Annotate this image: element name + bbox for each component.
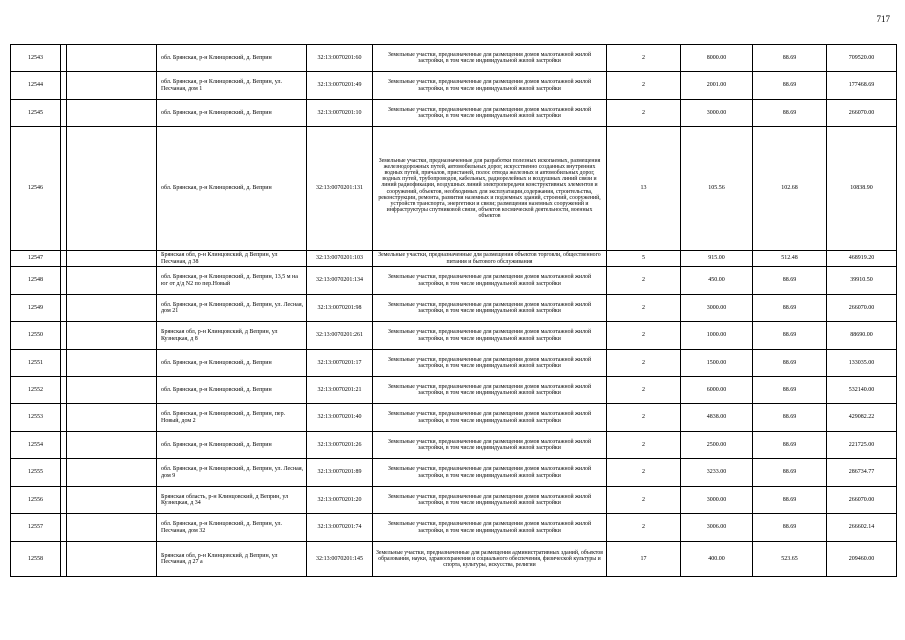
cell-value: 286734.77 (827, 459, 897, 487)
cell-group: 2 (607, 267, 681, 295)
cell-rate: 88.69 (753, 404, 827, 432)
cell-land-use: Земельные участки, предназначенные для размещения домов малоэтажной жилой застройки, в том числе индивидуальной жилой застройки (373, 487, 607, 514)
cell-group: 2 (607, 432, 681, 459)
cell-rate: 88.69 (753, 432, 827, 459)
cell-area: 400.00 (681, 542, 753, 577)
cell-cadastral: 32:13:0070201:60 (307, 45, 373, 72)
cell-id: 12553 (11, 404, 61, 432)
table-row (11, 45, 897, 72)
cell-address: обл. Брянская, р-н Клинцовский, д. Веприн (157, 127, 307, 251)
cell-value: 10838.90 (827, 127, 897, 251)
cell-land-use: Земельные участки, предназначенные для размещения домов малоэтажной жилой застройки, в том числе индивидуальной жилой застройки (373, 322, 607, 350)
cell-rate: 88.69 (753, 487, 827, 514)
cell-address: обл. Брянская, р-н Клинцовский, д. Веприн (157, 377, 307, 404)
cell-value: 221725.00 (827, 432, 897, 459)
cell-area: 4838.00 (681, 404, 753, 432)
cell-blank (67, 514, 157, 542)
cell-address: Брянская обл, р-н Клинцовский, д Веприн, ул Кузнецкая, д 8 (157, 322, 307, 350)
cell-rate: 523.65 (753, 542, 827, 577)
cell-land-use: Земельные участки, предназначенные для размещения домов малоэтажной жилой застройки, в том числе индивидуальной жилой застройки (373, 404, 607, 432)
cell-area: 1000.00 (681, 322, 753, 350)
cell-rate: 88.69 (753, 295, 827, 322)
cell-blank (67, 487, 157, 514)
cell-address: обл. Брянская, р-н Клинцовский, д. Веприн, ул. Лесная, дом 9 (157, 459, 307, 487)
cell-value: 133035.00 (827, 350, 897, 377)
cell-value: 88690.00 (827, 322, 897, 350)
cell-area: 3006.00 (681, 514, 753, 542)
cell-rate: 88.69 (753, 72, 827, 100)
table-body (11, 45, 897, 577)
cell-cadastral: 32:13:0070201:26 (307, 432, 373, 459)
table-row (11, 459, 897, 487)
table-row (11, 251, 897, 267)
cell-id: 12546 (11, 127, 61, 251)
table-row (11, 377, 897, 404)
cell-blank (67, 350, 157, 377)
cell-rate: 88.69 (753, 322, 827, 350)
cell-value: 266070.00 (827, 295, 897, 322)
cell-address: Брянская область, р-н Клинцовский, д Веприн, ул Кузнецкая, д 34 (157, 487, 307, 514)
cell-rate: 88.69 (753, 377, 827, 404)
cell-cadastral: 32:13:0070201:103 (307, 251, 373, 267)
cell-blank (67, 72, 157, 100)
table-row (11, 322, 897, 350)
cell-group: 17 (607, 542, 681, 577)
cell-blank (67, 542, 157, 577)
table-row (11, 100, 897, 127)
cell-address: обл. Брянская, р-н Клинцовский, д. Веприн, ул. Песчаная, дом 32 (157, 514, 307, 542)
cell-rate: 512.48 (753, 251, 827, 267)
cell-area: 8000.00 (681, 45, 753, 72)
cell-blank (67, 322, 157, 350)
cell-id: 12544 (11, 72, 61, 100)
cell-blank (67, 267, 157, 295)
cell-id: 12545 (11, 100, 61, 127)
cell-blank (67, 295, 157, 322)
cell-cadastral: 32:13:0070201:131 (307, 127, 373, 251)
cell-land-use: Земельные участки, предназначенные для размещения административных зданий, объектов образования, науки, здравоохранения и социального обеспечения, физической культуры и спорта, культуры, искусства, религии (373, 542, 607, 577)
page-number: 717 (876, 14, 890, 24)
cell-cadastral: 32:13:0070201:21 (307, 377, 373, 404)
cell-id: 12555 (11, 459, 61, 487)
cell-group: 2 (607, 514, 681, 542)
table-row (11, 267, 897, 295)
cell-address: обл. Брянская, р-н Клинцовский, д. Веприн, ул. Лесная, дом 21 (157, 295, 307, 322)
cell-land-use: Земельные участки, предназначенные для размещения домов малоэтажной жилой застройки, в том числе индивидуальной жилой застройки (373, 72, 607, 100)
cell-land-use: Земельные участки, предназначенные для размещения объектов торговли, общественного питания и бытового обслуживания (373, 251, 607, 267)
cell-area: 2001.00 (681, 72, 753, 100)
cell-id: 12549 (11, 295, 61, 322)
cell-id: 12550 (11, 322, 61, 350)
cell-rate: 102.68 (753, 127, 827, 251)
cell-blank (67, 45, 157, 72)
cell-value: 177468.69 (827, 72, 897, 100)
cell-group: 2 (607, 487, 681, 514)
cell-area: 3233.00 (681, 459, 753, 487)
cell-rate: 88.69 (753, 100, 827, 127)
cell-group: 5 (607, 251, 681, 267)
cell-id: 12557 (11, 514, 61, 542)
cell-group: 2 (607, 459, 681, 487)
cell-land-use: Земельные участки, предназначенные для размещения домов малоэтажной жилой застройки, в том числе индивидуальной жилой застройки (373, 350, 607, 377)
cell-blank (67, 100, 157, 127)
cell-address: обл. Брянская, р-н Клинцовский, д. Веприн, 13,5 м на юг от д/д N2 по пер.Новый (157, 267, 307, 295)
cell-area: 6000.00 (681, 377, 753, 404)
cell-land-use: Земельные участки, предназначенные для размещения домов малоэтажной жилой застройки, в том числе индивидуальной жилой застройки (373, 295, 607, 322)
cell-group: 2 (607, 404, 681, 432)
cell-address: обл. Брянская, р-н Клинцовский, д. Веприн (157, 350, 307, 377)
cell-land-use: Земельные участки, предназначенные для разработки полезных ископаемых, размещения железнодорожных путей, автомобильных дорог, искусственно созданных внутренних водных путей, причалов, пристаней, полос отвода железных и автомобильных дорог, водных путей, трубопроводов, кабельных, радиорелейных и воздушных линий связи и линий радиофикации, воздушных линий электропередачи конструктивных элементов и сооружений, объектов, необходимых для эксплуатации,содержания, строительства, реконструкции, ремонта, развития наземных и подземных зданий, строений, сооружений, устройств транспорта, энергетики и связи; размещения наземных сооружений и инфраструктуры спутниковой связи, объектов космической деятельности, военных объектов (373, 127, 607, 251)
cell-land-use: Земельные участки, предназначенные для размещения домов малоэтажной жилой застройки, в том числе индивидуальной жилой застройки (373, 459, 607, 487)
cell-group: 2 (607, 295, 681, 322)
cell-value: 468919.20 (827, 251, 897, 267)
cell-blank (67, 251, 157, 267)
cell-address: обл. Брянская, р-н Клинцовский, д. Веприн, ул. Песчаная, дом 1 (157, 72, 307, 100)
table-row (11, 72, 897, 100)
cell-id: 12552 (11, 377, 61, 404)
cell-rate: 88.69 (753, 45, 827, 72)
cell-group: 2 (607, 100, 681, 127)
cell-id: 12556 (11, 487, 61, 514)
cell-value: 429082.22 (827, 404, 897, 432)
cell-cadastral: 32:13:0070201:17 (307, 350, 373, 377)
cell-value: 532140.00 (827, 377, 897, 404)
cell-value: 266070.00 (827, 487, 897, 514)
cell-rate: 88.69 (753, 350, 827, 377)
cell-blank (67, 459, 157, 487)
cell-cadastral: 32:13:0070201:89 (307, 459, 373, 487)
table-row (11, 127, 897, 251)
cell-cadastral: 32:13:0070201:40 (307, 404, 373, 432)
cell-land-use: Земельные участки, предназначенные для размещения домов малоэтажной жилой застройки, в том числе индивидуальной жилой застройки (373, 514, 607, 542)
cell-value: 266602.14 (827, 514, 897, 542)
cell-group: 2 (607, 377, 681, 404)
cell-blank (67, 127, 157, 251)
cell-rate: 88.69 (753, 267, 827, 295)
cell-cadastral: 32:13:0070201:261 (307, 322, 373, 350)
table-row (11, 487, 897, 514)
cell-cadastral: 32:13:0070201:74 (307, 514, 373, 542)
table-row (11, 350, 897, 377)
cell-id: 12551 (11, 350, 61, 377)
cell-value: 266070.00 (827, 100, 897, 127)
cell-rate: 88.69 (753, 514, 827, 542)
cell-address: Брянская обл, р-н Клинцовский, д Веприн, ул Песчаная, д 27 а (157, 542, 307, 577)
cell-blank (67, 432, 157, 459)
cell-blank (67, 377, 157, 404)
cell-rate: 88.69 (753, 459, 827, 487)
table-row (11, 404, 897, 432)
cell-id: 12558 (11, 542, 61, 577)
cell-address: обл. Брянская, р-н Клинцовский, д. Веприн (157, 45, 307, 72)
cell-area: 3000.00 (681, 487, 753, 514)
cell-value: 39910.50 (827, 267, 897, 295)
table-row (11, 542, 897, 577)
cell-group: 2 (607, 45, 681, 72)
cell-id: 12554 (11, 432, 61, 459)
cell-area: 105.56 (681, 127, 753, 251)
cell-land-use: Земельные участки, предназначенные для размещения домов малоэтажной жилой застройки, в том числе индивидуальной жилой застройки (373, 377, 607, 404)
cadastral-value-table (10, 44, 897, 577)
cell-id: 12548 (11, 267, 61, 295)
cell-group: 2 (607, 350, 681, 377)
cell-area: 3000.00 (681, 295, 753, 322)
table-row (11, 432, 897, 459)
cell-area: 1500.00 (681, 350, 753, 377)
cell-area: 915.00 (681, 251, 753, 267)
cell-address: обл. Брянская, р-н Клинцовский, д. Веприн (157, 100, 307, 127)
cell-land-use: Земельные участки, предназначенные для размещения домов малоэтажной жилой застройки, в том числе индивидуальной жилой застройки (373, 432, 607, 459)
cell-cadastral: 32:13:0070201:20 (307, 487, 373, 514)
cell-area: 3000.00 (681, 100, 753, 127)
table-row (11, 514, 897, 542)
table-row (11, 295, 897, 322)
cell-group: 2 (607, 322, 681, 350)
cell-value: 209460.00 (827, 542, 897, 577)
cell-area: 450.00 (681, 267, 753, 295)
cell-id: 12547 (11, 251, 61, 267)
cell-cadastral: 32:13:0070201:98 (307, 295, 373, 322)
cell-group: 13 (607, 127, 681, 251)
cell-group: 2 (607, 72, 681, 100)
cell-blank (67, 404, 157, 432)
cell-cadastral: 32:13:0070201:10 (307, 100, 373, 127)
cell-address: обл. Брянская, р-н Клинцовский, д. Веприн, пер. Новый, дом 2 (157, 404, 307, 432)
cell-cadastral: 32:13:0070201:145 (307, 542, 373, 577)
cell-address: Брянская обл, р-н Клинцовский, д Веприн, ул Песчаная, д 38 (157, 251, 307, 267)
cell-area: 2500.00 (681, 432, 753, 459)
cell-cadastral: 32:13:0070201:134 (307, 267, 373, 295)
cell-cadastral: 32:13:0070201:49 (307, 72, 373, 100)
cell-land-use: Земельные участки, предназначенные для размещения домов малоэтажной жилой застройки, в том числе индивидуальной жилой застройки (373, 45, 607, 72)
cell-value: 709520.00 (827, 45, 897, 72)
cell-id: 12543 (11, 45, 61, 72)
cell-address: обл. Брянская, р-н Клинцовский, д. Веприн (157, 432, 307, 459)
cell-land-use: Земельные участки, предназначенные для размещения домов малоэтажной жилой застройки, в том числе индивидуальной жилой застройки (373, 267, 607, 295)
cell-land-use: Земельные участки, предназначенные для размещения домов малоэтажной жилой застройки, в том числе индивидуальной жилой застройки (373, 100, 607, 127)
